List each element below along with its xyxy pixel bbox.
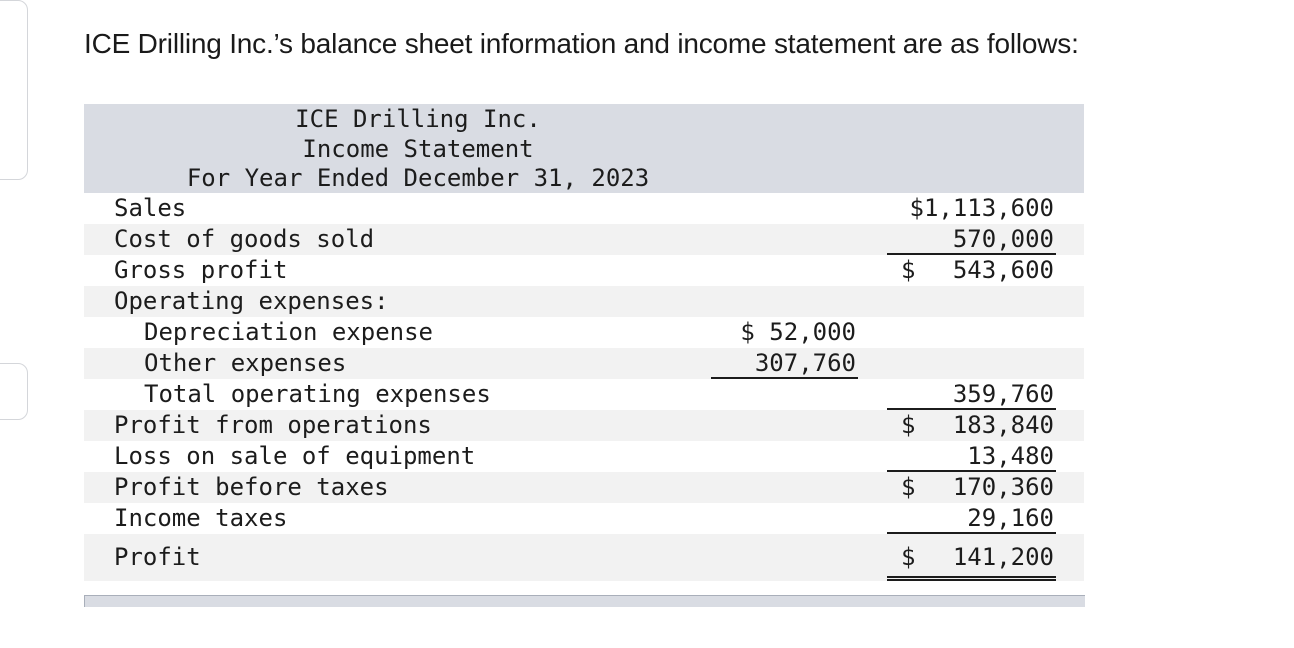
row-label: Profit xyxy=(114,543,201,571)
question-intro: ICE Drilling Inc.’s balance sheet information and income statement are as follows: xyxy=(84,28,1079,59)
row-label: Operating expenses: xyxy=(114,287,389,315)
amount-total-cell xyxy=(887,534,1056,581)
row-label: Other expenses xyxy=(144,349,347,377)
currency-sign: $ xyxy=(901,256,916,284)
row-profit-from-operations xyxy=(84,410,1084,441)
row-operating-expenses-heading xyxy=(84,286,1084,317)
currency-sign: $ xyxy=(901,543,916,571)
row-cost-of-goods-sold xyxy=(84,224,1084,255)
row-label: Gross profit xyxy=(114,256,288,284)
amount-total: 29,160 xyxy=(887,503,1056,534)
row-sales xyxy=(84,193,1084,224)
amount-total-cell xyxy=(887,255,1056,286)
row-label: Profit before taxes xyxy=(114,473,389,501)
income-statement xyxy=(84,104,1084,581)
collapsed-side-panel[interactable] xyxy=(0,0,28,180)
row-depreciation-expense xyxy=(84,317,1084,348)
collapsed-side-tab[interactable] xyxy=(0,363,28,420)
row-label: Depreciation expense xyxy=(144,318,433,346)
amount-total-cell xyxy=(887,410,1056,441)
amount-total: $1,113,600 xyxy=(909,194,1054,222)
row-other-expenses xyxy=(84,348,1084,379)
amount-total: 359,760 xyxy=(887,379,1056,410)
row-label: Income taxes xyxy=(114,504,288,532)
row-loss-on-sale-of-equipment xyxy=(84,441,1084,472)
amount-detail: 307,760 xyxy=(711,348,858,379)
statement-title: Income Statement xyxy=(302,135,534,163)
amount-detail: $ 52,000 xyxy=(740,318,856,346)
currency-sign: $ xyxy=(901,411,916,439)
row-label: Cost of goods sold xyxy=(114,225,375,253)
row-income-taxes xyxy=(84,503,1084,534)
amount-total: 13,480 xyxy=(887,441,1056,472)
company-name: ICE Drilling Inc. xyxy=(295,105,541,133)
amount-total: 183,840 xyxy=(952,411,1054,439)
row-label: Loss on sale of equipment xyxy=(114,442,476,470)
amount-total: 543,600 xyxy=(952,256,1054,284)
amount-total: 170,360 xyxy=(952,473,1054,501)
row-label: Sales xyxy=(114,194,187,222)
row-profit xyxy=(84,534,1084,581)
statement-header xyxy=(84,104,1084,193)
currency-sign: $ xyxy=(901,473,916,501)
row-total-operating-expenses xyxy=(84,379,1084,410)
row-label: Total operating expenses xyxy=(144,380,491,408)
horizontal-scrollbar[interactable] xyxy=(84,595,1085,607)
statement-period: For Year Ended December 31, 2023 xyxy=(186,164,650,192)
row-label: Profit from operations xyxy=(114,411,432,439)
amount-total: 141,200 xyxy=(952,543,1054,571)
amount-total-cell xyxy=(887,472,1056,503)
amount-total: 570,000 xyxy=(887,224,1056,255)
row-gross-profit xyxy=(84,255,1084,286)
row-profit-before-taxes xyxy=(84,472,1084,503)
